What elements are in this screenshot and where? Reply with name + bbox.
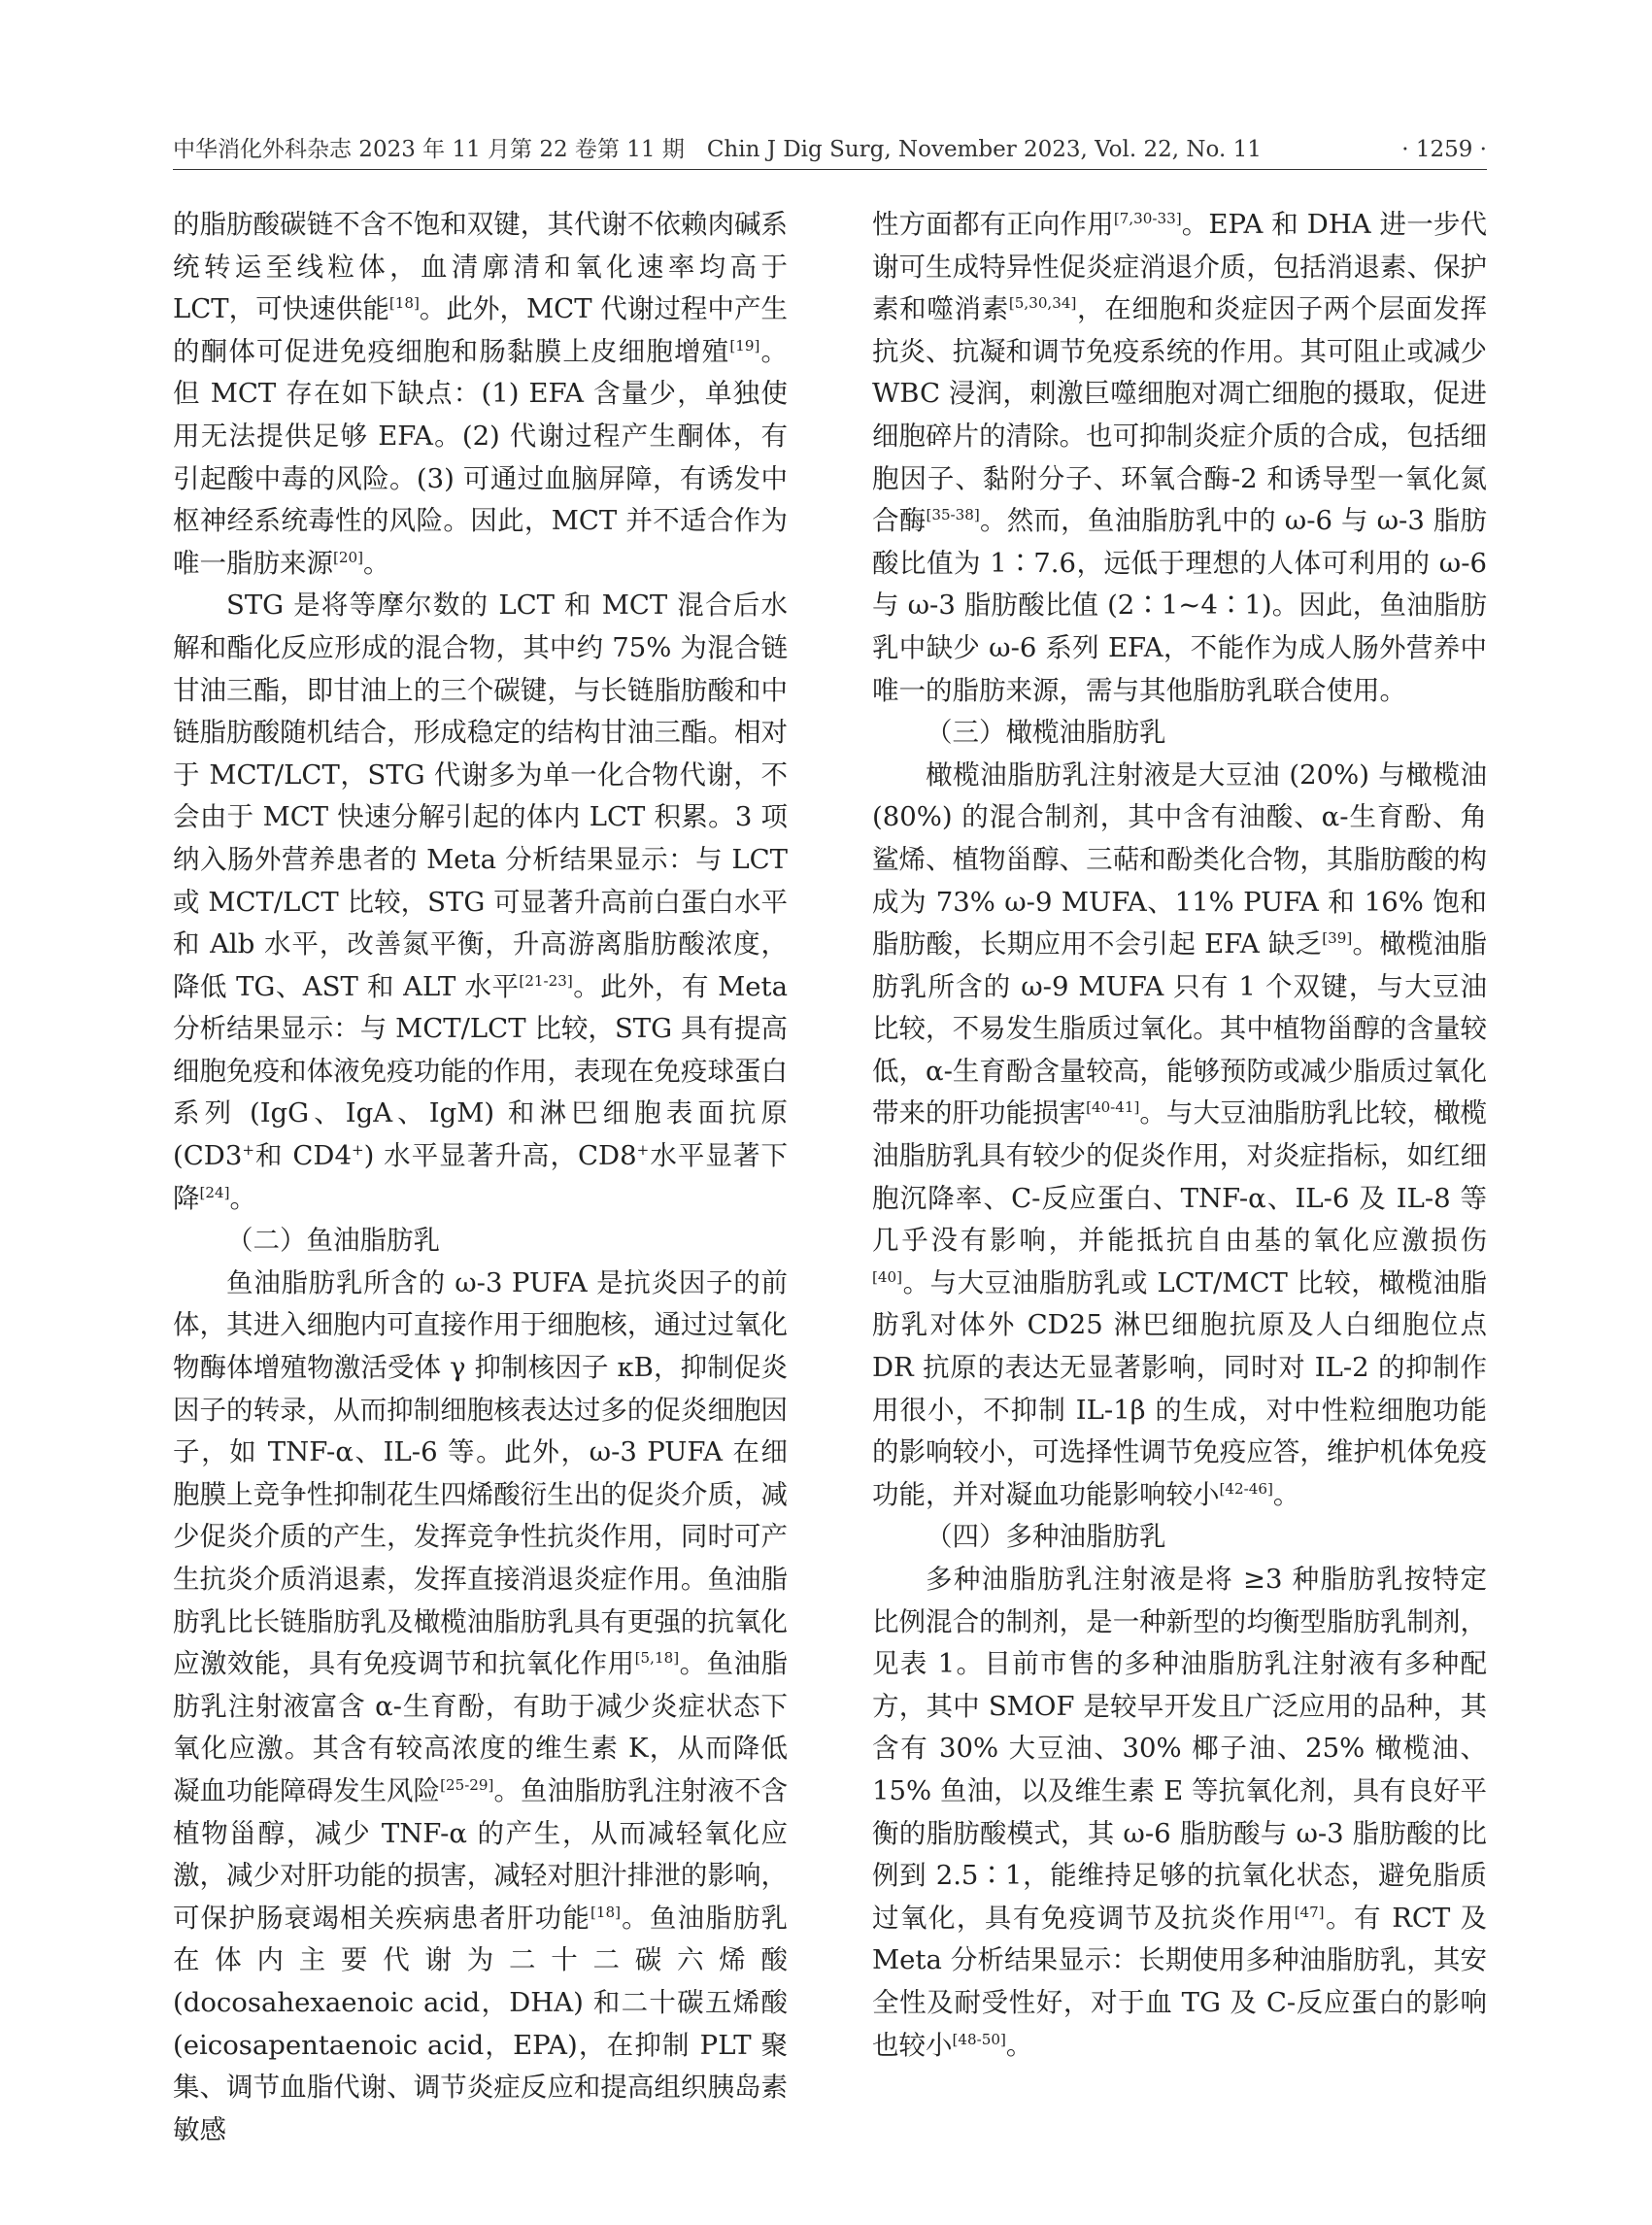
superscript-plus: + <box>636 1140 650 1159</box>
citation-ref[interactable]: [21-23] <box>519 971 573 990</box>
citation-ref[interactable]: [19] <box>729 336 760 354</box>
header-rule <box>173 169 1487 170</box>
paragraph-mct: 的脂肪酸碳链不含不饱和双键，其代谢不依赖肉碱系统转运至线粒体，血清廓清和氧化速率均高于 LCT，可快速供能[18]。此外，MCT 代谢过程中产生的酮体可促进免疫细胞和肠黏膜上皮细胞增殖[19]。但 MCT 存在如下缺点：(1) EFA 含量少，单独使用无法提供足够 EFA。(2) 代谢过程产生酮体，有引起酸中毒的风险。(3) 可通过血脑屏障，有诱发中枢神经系统毒性的风险。因此，MCT 并不适合作为唯一脂肪来源[20]。 <box>173 209 789 579</box>
citation-ref[interactable]: [18] <box>388 294 420 313</box>
paragraph-multi-oil: 多种油脂肪乳注射液是将 ≥3 种脂肪乳按特定比例混合的制剂，是一种新型的均衡型脂肪乳制剂，见表 1。目前市售的多种油脂肪乳注射液有多种配方，其中 SMOF 是较早开发且广泛应用的品种，其含有 30% 大豆油、30% 椰子油、25% 橄榄油、15% 鱼油，以及维生素 E 等抗氧化剂，具有良好平衡的脂肪酸模式，其 ω-6 脂肪酸与 ω-3 脂肪酸的比例到 2.5∶1，能维持足够的抗氧化状态，避免脂质过氧化，具有免疫调节及抗炎作用[47]。有 RCT 及 Meta 分析结果显示：长期使用多种油脂肪乳，其安全性及耐受性好，对于血 TG 及 C-反应蛋白的影响也较小[48-50]。 <box>872 1564 1488 2061</box>
citation-ref[interactable]: [24] <box>199 1183 230 1201</box>
citation-ref[interactable]: [42-46] <box>1219 1479 1273 1498</box>
superscript-plus: + <box>351 1140 364 1159</box>
citation-ref[interactable]: [40-41] <box>1086 1098 1140 1117</box>
journal-citation: 中华消化外科杂志 2023 年 11 月第 22 卷第 11 期 Chin J Dig Surg, November 2023, Vol. 22, No. 11 <box>173 137 1262 162</box>
citation-ref[interactable]: [5,18] <box>634 1649 680 1668</box>
citation-ref[interactable]: [7,30-33] <box>1113 209 1182 227</box>
citation-ref[interactable]: [39] <box>1322 928 1353 947</box>
citation-ref[interactable]: [25-29] <box>440 1775 494 1794</box>
superscript-plus: + <box>242 1140 254 1159</box>
paragraph-fish-oil-cont: 性方面都有正向作用[7,30-33]。EPA 和 DHA 进一步代谢可生成特异性促炎症消退介质，包括消退素、保护素和噬消素[5,30,34]，在细胞和炎症因子两个层面发挥抗炎、抗凝和调节免疫系统的作用。其可阻止或减少 WBC 浸润，刺激巨噬细胞对凋亡细胞的摄取，促进细胞碎片的清除。也可抑制炎症介质的合成，包括细胞因子、黏附分子、环氧合酶-2 和诱导型一氧化氮合酶[35-38]。然而，鱼油脂肪乳中的 ω-6 与 ω-3 脂肪酸比值为 1∶7.6，远低于理想的人体可利用的 ω-6 与 ω-3 脂肪酸比值 (2∶1~4∶1)。因此，鱼油脂肪乳中缺少 ω-6 系列 EFA，不能作为成人肠外营养中唯一的脂肪来源，需与其他脂肪乳联合使用。 <box>872 209 1488 706</box>
citation-ref[interactable]: [5,30,34] <box>1008 294 1077 313</box>
paragraph-olive-oil: 橄榄油脂肪乳注射液是大豆油 (20%) 与橄榄油 (80%) 的混合制剂，其中含有油酸、α-生育酚、角鲨烯、植物甾醇、三萜和酚类化合物，其脂肪酸的构成为 73% ω-9 MUFA、11% PUFA 和 16% 饱和脂肪酸，长期应用不会引起 EFA 缺乏[39]。橄榄油脂肪乳所含的 ω-9 MUFA 只有 1 个双键，与大豆油比较，不易发生脂质过氧化。其中植物甾醇的含量较低，α-生育酚含量较高，能够预防或减少脂质过氧化带来的肝功能损害[40-41]。与大豆油脂肪乳比较，橄榄油脂肪乳具有较少的促炎作用，对炎症指标，如红细胞沉降率、C-反应蛋白、TNF-α、IL-6 及 IL-8 等几乎没有影响，并能抵抗自由基的氧化应激损伤[40]。与大豆油脂肪乳或 LCT/MCT 比较，橄榄油脂肪乳对体外 CD25 淋巴细胞抗原及人白细胞位点 DR 抗原的表达无显著影响，同时对 IL-2 的抑制作用很小，不抑制 IL-1β 的生成，对中性粒细胞功能的影响较小，可选择性调节免疫应答，维护机体免疫功能，并对凝血功能影响较小[42-46]。 <box>872 759 1488 1510</box>
right-column <box>872 204 1487 2067</box>
citation-ref[interactable]: [18] <box>590 1903 622 1921</box>
citation-ref[interactable]: [40] <box>872 1267 903 1286</box>
paragraph-stg: STG 是将等摩尔数的 LCT 和 MCT 混合后水解和酯化反应形成的混合物，其中约 75% 为混合链甘油三酯，即甘油上的三个碳键，与长链脂肪酸和中链脂肪酸随机结合，形成稳定的结构甘油三酯。相对于 MCT/LCT，STG 代谢多为单一化合物代谢，不会由于 MCT 快速分解引起的体内 LCT 积累。3 项纳入肠外营养患者的 Meta 分析结果显示：与 LCT 或 MCT/LCT 比较，STG 可显著升高前白蛋白水平和 Alb 水平，改善氮平衡，升高游离脂肪酸浓度，降低 TG、AST 和 ALT 水平[21-23]。此外，有 Meta 分析结果显示：与 MCT/LCT 比较，STG 具有提高细胞免疫和体液免疫功能的作用，表现在免疫球蛋白系列 (IgG、IgA、IgM) 和淋巴细胞表面抗原 (CD3+和 CD4+) 水平显著升高，CD8+水平显著下降[24]。 <box>173 590 789 1214</box>
section-heading-fish-oil: （二）鱼油脂肪乳 <box>226 1225 440 1257</box>
running-header <box>173 132 1487 167</box>
citation-ref[interactable]: [35-38] <box>926 506 980 523</box>
section-heading-multi-oil: （四）多种油脂肪乳 <box>926 1521 1166 1553</box>
section-heading-olive-oil: （三）橄榄油脂肪乳 <box>926 717 1166 749</box>
citation-ref[interactable]: [47] <box>1294 1903 1325 1921</box>
citation-ref[interactable]: [20] <box>333 548 364 566</box>
paragraph-fish-oil: 鱼油脂肪乳所含的 ω-3 PUFA 是抗炎因子的前体，其进入细胞内可直接作用于细胞核，通过过氧化物酶体增殖物激活受体 γ 抑制核因子 κB，抑制促炎因子的转录，从而抑制细胞核表达过多的促炎细胞因子，如 TNF-α、IL-6 等。此外，ω-3 PUFA 在细胞膜上竞争性抑制花生四烯酸衍生出的促炎介质，减少促炎介质的产生，发挥竞争性抗炎作用，同时可产生抗炎介质消退素，发挥直接消退炎症作用。鱼油脂肪乳比长链脂肪乳及橄榄油脂肪乳具有更强的抗氧化应激效能，具有免疫调节和抗氧化作用[5,18]。鱼油脂肪乳注射液富含 α-生育酚，有助于减少炎症状态下氧化应激。其含有较高浓度的维生素 K，从而降低凝血功能障碍发生风险[25-29]。鱼油脂肪乳注射液不含植物甾醇，减少 TNF-α 的产生，从而减轻氧化应激，减少对肝功能的损害，减轻对胆汁排泄的影响，可保护肠衰竭相关疾病患者肝功能[18]。鱼油脂肪乳在体内主要代谢为二十二碳六烯酸 (docosahexaenoic acid，DHA) 和二十碳五烯酸 (eicosapentaenoic acid，EPA)，在抑制 PLT 聚集、调节血脂代谢、调节炎症反应和提高组织胰岛素敏感 <box>173 1266 789 2145</box>
page-number: · 1259 · <box>1401 137 1487 162</box>
citation-ref[interactable]: [48-50] <box>952 2030 1006 2048</box>
left-column <box>173 204 788 2151</box>
